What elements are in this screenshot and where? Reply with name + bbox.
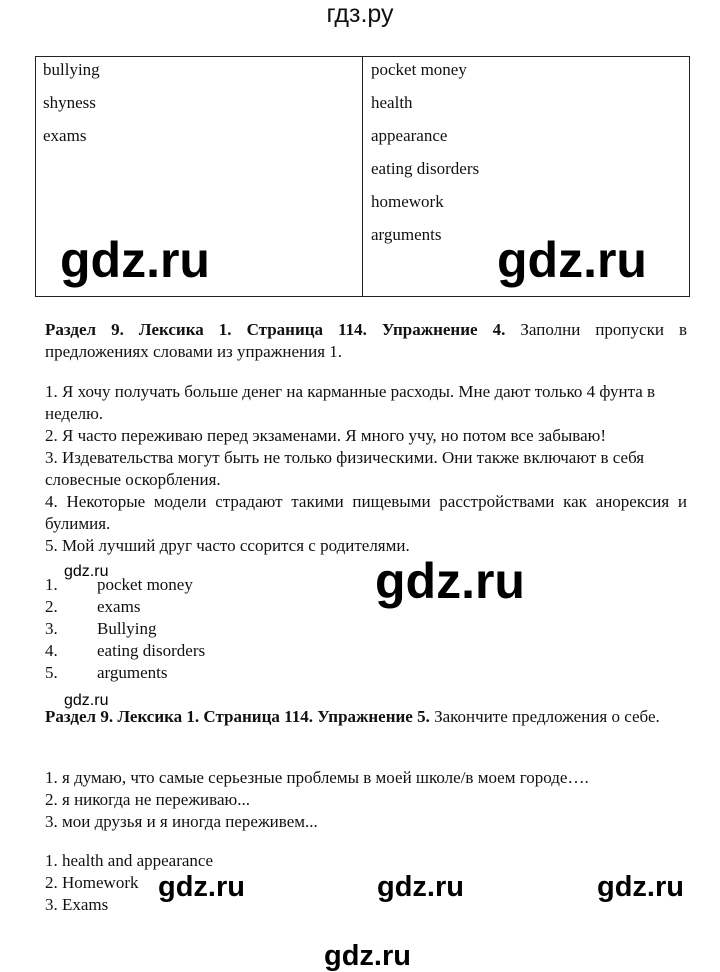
exercise-5-title: Раздел 9. Лексика 1. Страница 114. Упражнение 5. [45, 707, 430, 726]
exercise-4-heading [45, 319, 687, 363]
exercise-4-instruction: Заполни пропуски в предложениях словами из упражнения 1. [45, 320, 687, 361]
table-right-item: pocket money [371, 60, 467, 79]
table-right-item: eating disorders [371, 159, 480, 178]
table-column-divider [362, 56, 363, 297]
exercise-4-sentence: 3. Издевательства могут быть не только физическими. Они также включают в себя словесные оскорбления. [45, 448, 645, 489]
table-right-item: arguments [371, 225, 442, 244]
exercise-5-answer: 1. health and appearance [45, 851, 214, 870]
answer-number: 5. [45, 663, 58, 682]
exercise-4-title: Раздел 9. Лексика 1. Страница 114. Упражнение 4. [45, 320, 506, 339]
exercise-4-sentence: 2. Я часто переживаю перед экзаменами. Я много учу, но потом все забываю! [45, 426, 606, 445]
exercise-5-prompt: 1. я думаю, что самые серьезные проблемы в моей школе/в моем городе…. [45, 768, 589, 787]
answer-number: 4. [45, 641, 58, 660]
exercise-5-heading [45, 706, 687, 728]
table-right-item: health [371, 93, 413, 112]
answer-text: pocket money [97, 575, 193, 594]
answer-number: 2. [45, 597, 58, 616]
watermark-footer: gdz.ru [324, 940, 411, 972]
answer-number: 1. [45, 575, 58, 594]
table-right-item: homework [371, 192, 444, 211]
exercise-4-sentence: 4. Некоторые модели страдают такими пищевыми расстройствами как анорексия и булимия. [45, 492, 687, 533]
exercise-4-sentence: 5. Мой лучший друг часто ссорится с родителями. [45, 536, 410, 555]
watermark: gdz.ru [497, 232, 647, 288]
table-left-item: shyness [43, 93, 96, 112]
answer-text: eating disorders [97, 641, 206, 660]
table-left-item: bullying [43, 60, 100, 79]
answer-text: Bullying [97, 619, 157, 638]
answer-text: arguments [97, 663, 168, 682]
exercise-5-instruction: Закончите предложения о себе. [429, 707, 660, 726]
answer-number: 3. [45, 619, 58, 638]
exercise-4-sentence: 1. Я хочу получать больше денег на карманные расходы. Мне дают только 4 фунта в неделю. [45, 382, 656, 423]
exercise-5-answer: 3. Exams [45, 895, 109, 914]
exercise-5-prompt: 3. мои друзья и я иногда переживем... [45, 812, 318, 831]
site-header: гдз.ру [326, 0, 394, 28]
exercise-5-answer: 2. Homework [45, 873, 139, 892]
watermark: gdz.ru [60, 232, 210, 288]
watermark: gdz.ru [377, 871, 464, 903]
watermark: gdz.ru [64, 563, 109, 580]
watermark: gdz.ru [375, 553, 525, 609]
table-right-item: appearance [371, 126, 448, 145]
watermark: gdz.ru [64, 692, 109, 709]
exercise-5-prompt: 2. я никогда не переживаю... [45, 790, 250, 809]
watermark: gdz.ru [158, 871, 245, 903]
table-left-item: exams [43, 126, 87, 145]
answer-text: exams [97, 597, 141, 616]
watermark: gdz.ru [597, 871, 684, 903]
